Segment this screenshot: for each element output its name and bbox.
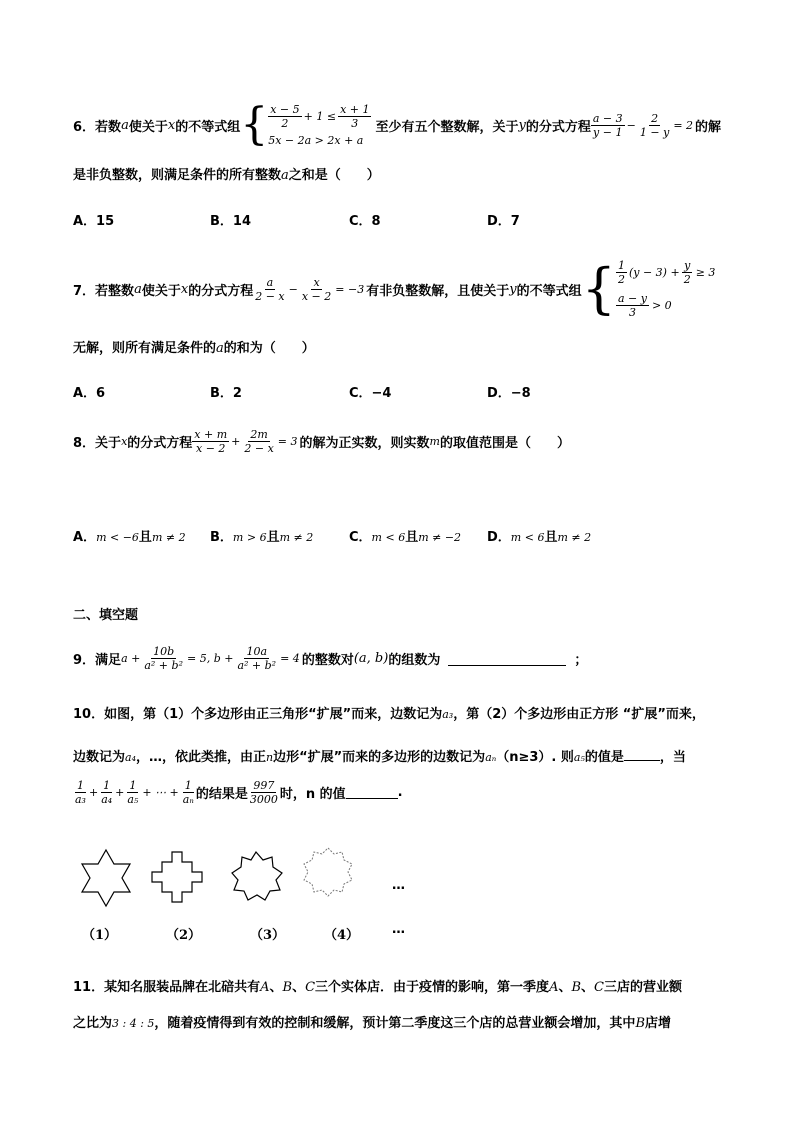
q9-fraction-2: $\frac{10a}{\text{a² + b²}}$	[237, 644, 277, 672]
polygon-figure	[66, 830, 426, 943]
q10-answer-blank-1[interactable]	[624, 748, 660, 761]
q10-answer-blank-2[interactable]	[346, 786, 398, 799]
q7-inequality-system: $\frac{1}{2}$ (y − 3) + $\frac{y}{2}$ ≥ 3 $\frac{a - y}{3}$ > 0	[617, 259, 716, 319]
q7-line1: 7． 若整数 a 使关于 x 的分式方程 $\frac{a}{2 - x}$ − $\frac{x}{x - 2}$ = −3 有非负整数解，且使关于 y 的不等式组 { $\frac{1}{2}$ (y − 3) + $\frac{y}{2}$ ≥ 3 $\frac{a - y}{3}$ > 0	[73, 257, 716, 320]
q6-line1: 6． 若数 a 使关于 x 的不等式组 { $\frac{x - 5}{2}$ + 1 ≤ $\frac{x + 1}{3}$ 5x − 2a > 2x + a 至少有五个整数解，关于 y 的分式方程 $\frac{a - 3}{y - 1}$ − $\frac{2}{1 - y}$ = 2 的解	[73, 99, 722, 150]
q10-line2: 边数记为a₄，…，依此类推，由正n边形“扩展”而来的多边形的边数记为aₙ（n≥3）. 则a₅的值是 ，当	[73, 750, 686, 765]
q6-option-c[interactable]: C．8	[349, 214, 381, 229]
q8-option-a[interactable]: A．m < −6且m ≠ 2	[73, 530, 186, 545]
section-heading: 二、填空题	[73, 608, 139, 623]
q6-option-d[interactable]: D．7	[487, 214, 520, 229]
q8-line1: 8． 关于 x 的分式方程 $\frac{x + m}{x - 2}$ + $\frac{2m}{2 - x}$ = 3 的解为正实数，则实数 m 的取值范围是（ ）	[73, 427, 570, 455]
q7-fraction-2: $\frac{x}{x - 2}$	[301, 275, 332, 303]
q8-number: 8．	[73, 435, 96, 451]
q9-fraction-1: $\frac{10b}{\text{a² + b²}}$	[144, 644, 183, 672]
q8-option-b[interactable]: B．m > 6且m ≠ 2	[210, 530, 314, 545]
q7-line2: 无解，则所有满足条件的a的和为（ ）	[73, 341, 315, 356]
figure-label-4: （4）	[324, 928, 360, 943]
pentagon-expansion-shape	[232, 852, 282, 900]
hexagon-expansion-shape	[304, 848, 352, 896]
q7-option-a[interactable]: A．6	[73, 386, 106, 401]
q9-answer-blank[interactable]	[448, 651, 566, 666]
square-expansion-shape	[152, 852, 202, 902]
q6-inequality-system: $\frac{x - 5}{2}$ + 1 ≤ $\frac{x + 1}{3}$ 5x − 2a > 2x + a	[268, 103, 370, 147]
q10-line1: 10．如图，第（1）个多边形由正三角形“扩展”而来，边数记为a₃，第（2）个多边形由正方形 “扩展”而来，	[73, 707, 705, 722]
q6-fraction-2: $\frac{2}{1 - y}$	[639, 111, 670, 139]
polygon-figure-svg	[66, 830, 426, 940]
q7-number: 7．	[73, 283, 96, 299]
q8-fraction-1: $\frac{x + m}{x - 2}$	[194, 427, 228, 455]
q7-option-c[interactable]: C．−4	[349, 386, 392, 401]
q8-option-c[interactable]: C．m < 6且m ≠ −2	[349, 530, 462, 545]
hexagram-shape	[82, 850, 130, 906]
q11-line1: 11．某知名服装品牌在北碚共有A、B、C三个实体店．由于疫情的影响，第一季度A、B、C三店的营业额	[73, 980, 683, 995]
q7-fraction-1: $\frac{a}{2 - x}$	[255, 275, 285, 303]
q8-option-d[interactable]: D．m < 6且m ≠ 2	[487, 530, 592, 545]
q10-number: 10．	[73, 707, 105, 722]
q6-number: 6．	[73, 119, 96, 135]
q11-number: 11．	[73, 980, 105, 995]
q9-number: 9．	[73, 652, 96, 668]
q7-option-b[interactable]: B．2	[210, 386, 242, 401]
figure-label-1: （1）	[82, 928, 118, 943]
q6-option-b[interactable]: B．14	[210, 214, 251, 229]
q6-system-brace: {	[240, 99, 269, 150]
q10-line3: $\frac{1}{\text{a₃}}$ + $\frac{1}{\text{a₄}}$ + $\frac{1}{\text{a₅}}$ + ⋯ + $\frac{1}{\text{aₙ}}$ 的结果是 $\frac{997}{3000}$ 时，n 的值 .	[75, 778, 403, 806]
q6-option-a[interactable]: A．15	[73, 214, 115, 229]
figure-label-2: （2）	[166, 928, 202, 943]
figure-label-3: （3）	[250, 928, 286, 943]
q7-system-brace: {	[581, 257, 616, 320]
q7-option-d[interactable]: D．−8	[487, 386, 531, 401]
q6-fraction-1: $\frac{a - 3}{y - 1}$	[592, 111, 623, 139]
q8-fraction-2: $\frac{2m}{2 - x}$	[244, 427, 274, 455]
q6-line2: 是非负整数，则满足条件的所有整数a之和是（ ）	[73, 168, 380, 183]
q9-line: 9． 满足 a + $\frac{10b}{\text{a² + b²}}$ = 5, b + $\frac{10a}{\text{a² + b²}}$ = 4 的整数对 (a, b) 的组数为 ；	[73, 644, 588, 672]
q11-line2: 之比为3 : 4 : 5，随着疫情得到有效的控制和缓解，预计第二季度这三个店的总营业额会增加，其中B店增	[73, 1016, 672, 1031]
q10-result-fraction: $\frac{997}{3000}$	[249, 778, 278, 806]
figure-ellipsis-bottom: …	[392, 922, 405, 937]
figure-ellipsis-top: …	[392, 878, 405, 893]
